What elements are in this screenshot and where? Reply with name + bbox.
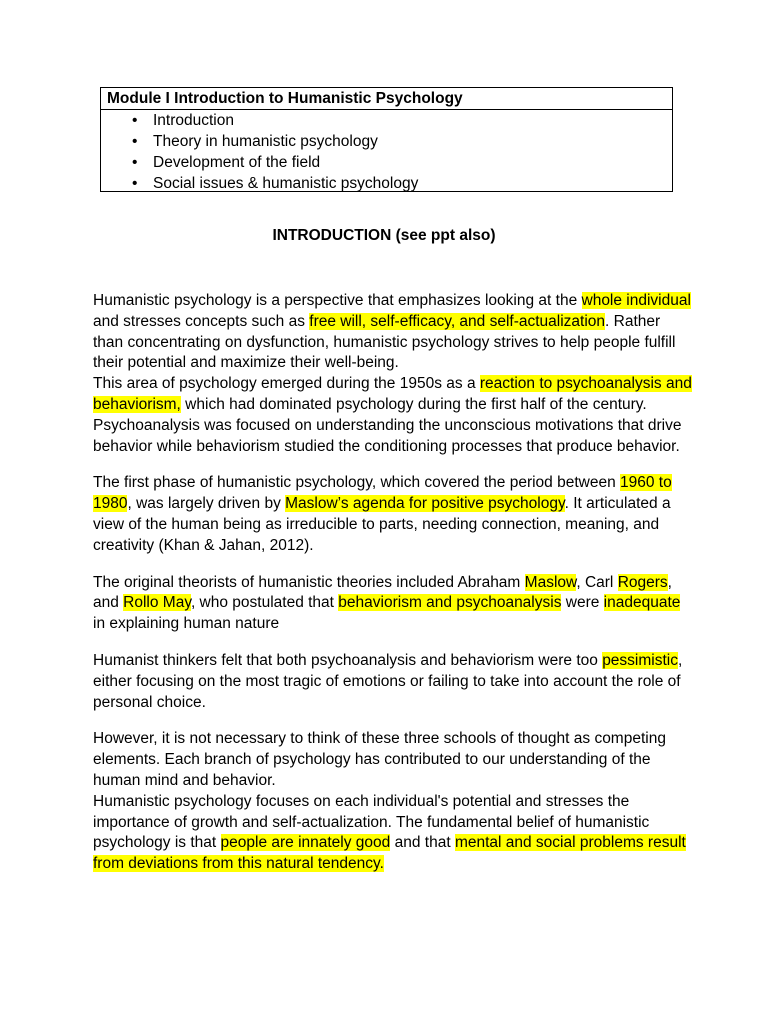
highlighted-text: behaviorism and psychoanalysis [338,594,562,612]
highlighted-text: Rollo May [123,594,191,612]
highlighted-text: Maslow’s agenda for positive psychology [285,495,565,513]
highlighted-text: 1960 to 1980 [93,474,672,513]
paragraph-text: in explaining human nature [93,615,280,633]
module-topic-label: Theory in humanistic psychology [153,133,378,150]
module-topic-list [101,110,672,194]
module-topic-label: Introduction [153,112,234,129]
body-text [93,291,693,875]
paragraph-text: The first phase of humanistic psychology, which covered the period between [93,474,620,492]
paragraph-text: Humanistic psychology is a perspective that emphasizes looking at the [93,292,582,309]
paragraph-spacer [93,457,693,473]
paragraph-text: . It articulated a view of the human being as irreducible to parts, needing connection, meaning, and creativity (Khan & Jahan, 2012). [93,495,671,554]
module-topic-label: Development of the field [153,154,321,171]
paragraph-text: . Rather than concentrating on dysfunction, humanistic psychology strives to help people fulfill their potential and maximize their well-being. [93,312,676,372]
body-paragraph [93,573,693,635]
paragraph-spacer [93,557,693,573]
module-topic-label: Social issues & humanistic psychology [153,175,419,192]
paragraph-text: The original theorists of humanistic theories included Abraham [93,573,525,591]
module-topic-item [101,152,672,173]
paragraph-text: However, it is not necessary to think of these three schools of thought as competing elements. Each branch of psychology has contributed to our understanding of the human mind and behavior. [93,730,666,789]
highlighted-text: inadequate [603,594,681,612]
body-paragraph [93,792,693,875]
highlighted-text: people are innately good [220,834,391,852]
body-paragraph [93,291,693,374]
module-topic-item [101,173,672,194]
body-paragraph [93,473,693,556]
paragraph-text: were [561,594,604,612]
highlighted-text: whole individual [581,292,691,309]
bullet-icon: • [132,133,138,150]
body-paragraph [93,651,693,713]
highlighted-text: pessimistic [602,651,678,669]
body-paragraph [93,374,693,457]
body-paragraph [93,729,693,791]
bullet-icon: • [132,112,138,129]
highlighted-text: free will, self-efficacy, and self-actualization [309,312,606,330]
paragraph-text: This area of psychology emerged during the 1950s as a [93,375,480,393]
paragraph-text: which had dominated psychology during the first half of the century. Psychoanalysis was focused on understanding the unconscious motivations that drive behavior while behaviorism studied the conditioning processes that produce behavior. [93,395,682,455]
highlighted-text: Maslow [524,573,577,591]
highlighted-text: mental and social problems result from deviations from this natural tendency. [93,834,686,873]
paragraph-text: , either focusing on the most tragic of emotions or failing to take into account the role of personal choice. [93,651,683,711]
highlighted-text: Rogers [617,573,668,591]
paragraph-spacer [93,713,693,729]
module-topic-item [101,110,672,131]
paragraph-text: Humanistic psychology focuses on each individual's potential and stresses the importance of growth and self-actualization. The fundamental belief of humanistic psychology is that [93,792,650,852]
paragraph-text: and that [390,834,455,852]
paragraph-text: , was largely driven by [127,495,286,513]
paragraph-text: Humanist thinkers felt that both psychoanalysis and behaviorism were too [93,651,603,669]
bullet-icon: • [132,175,138,192]
module-title: Module I Introduction to Humanistic Psychology [101,88,672,110]
section-heading: INTRODUCTION (see ppt also) [272,227,496,244]
paragraph-text: and stresses concepts such as [93,312,310,330]
paragraph-text: , and [93,573,672,612]
bullet-icon: • [132,154,138,171]
module-outline-box [100,87,673,192]
highlighted-text: reaction to psychoanalysis and behaviorism, [93,375,692,413]
paragraph-text: , who postulated that [190,594,339,612]
paragraph-text: , Carl [576,573,618,591]
paragraph-spacer [93,635,693,651]
module-topic-item [101,131,672,152]
